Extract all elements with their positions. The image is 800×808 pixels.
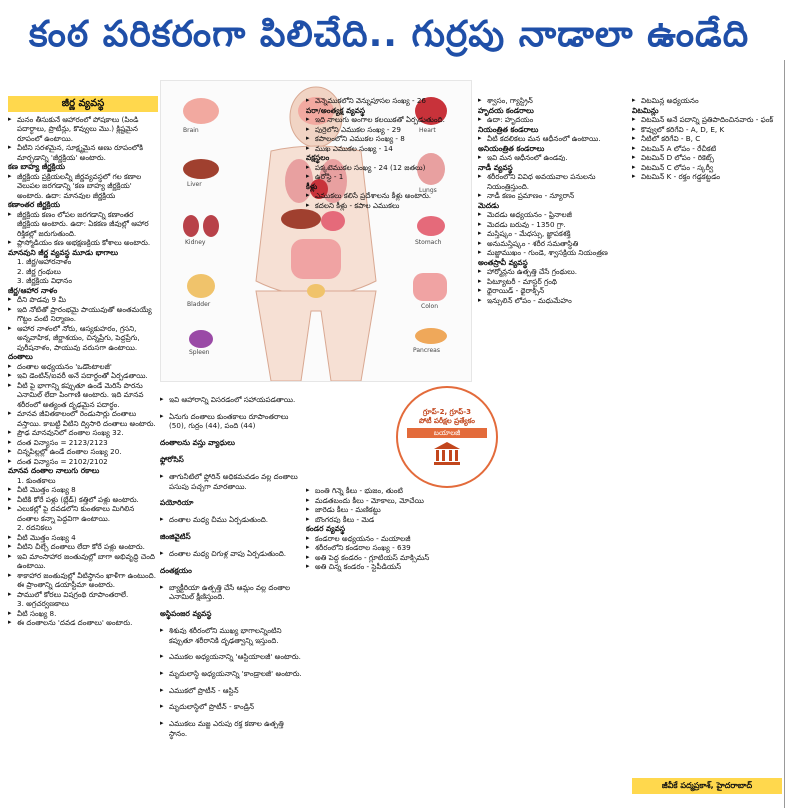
figure-label: Pancreas bbox=[413, 347, 440, 354]
paragraph: ▸ దంతాల మధ్య చీము ఏర్పడుతుంది. bbox=[160, 515, 304, 525]
paragraph: ▸ ఎముకల అధ్యయనాన్ని 'ఆస్టియాలజీ' అంటారు. bbox=[160, 652, 304, 662]
subheading: విటమిన్లు bbox=[632, 105, 659, 115]
paragraph: ▸ నాడీ కణం ప్రమాణం - న్యూరాన్ bbox=[478, 191, 628, 201]
paragraph: ▸ వీటి మొత్తం సంఖ్య 8 bbox=[8, 485, 158, 495]
figure-label: Spleen bbox=[189, 349, 210, 356]
paragraph: ▸ దంత విన్యాసం = 2123/2123 bbox=[8, 438, 158, 448]
paragraph: ▸ జీర్ణక్రియ కణం లోపల జరగడాన్ని కణాంతర జీర్ణక్రియ అంటారు. ఉదా: ఏకకణ జీవుల్లో ఆహార రిక్తికల్లో జరుగుతుంది. bbox=[8, 210, 158, 239]
paragraph: ▸ వీటి పై భాగాన్ని కప్పుతూ ఉండే మెరిసే పొరను ఎనామిల్ లేదా పింగాణి అంటారు. ఇది మానవ శరీరంలో అత్యంత దృఢమైన పదార్థం. bbox=[8, 381, 158, 410]
list-item: 1. కుంతకాలు bbox=[17, 475, 56, 485]
subheading: పరా/అంత్యక్ష వ్యవస్థ bbox=[306, 105, 366, 115]
figure-label: Bladder bbox=[187, 301, 211, 308]
paragraph: ▸ ఎముకలు కలిసే ప్రదేశాలను కీళ్లు అంటారు. bbox=[306, 191, 474, 201]
subheading: నాడీ వ్యవస్థ bbox=[478, 162, 513, 172]
paragraph: ▸ ఇవి డెంటిన్/ఐవరీ అనే పదార్థంతో ఏర్పడతాయి. bbox=[8, 371, 158, 381]
paragraph: ▸ మడతబందు కీలు - మోకాలు, మోచేయి bbox=[306, 496, 474, 506]
paragraph: ▸ ప్రౌఢ మానవునిలో దంతాల సంఖ్య 32. bbox=[8, 428, 158, 438]
column-vitamins bbox=[632, 96, 782, 772]
badge-line: గ్రూప్-2, గ్రూప్-3 bbox=[422, 408, 472, 416]
column-skeleton-upper bbox=[306, 96, 474, 384]
column-joints-muscles bbox=[306, 486, 474, 806]
paragraph: ▸ బ్యాక్టీరియా ఉత్పత్తి చేసే ఆమ్లం వల్ల దంతాల ఎనామిల్ క్షీణిస్తుంది. bbox=[160, 583, 304, 602]
subheading: అంతస్రావీ వ్యవస్థ bbox=[478, 257, 528, 267]
paragraph: ▸ మెదడు అధ్యయనం - ఫ్రినాలజీ bbox=[478, 210, 628, 220]
paragraph: ▸ శిశువు శరీరంలోని ముఖ్య భాగాలన్నింటిని కప్పుతూ శరీరానికి దృఢత్వాన్ని ఇస్తుంది. bbox=[160, 626, 304, 645]
paragraph: ▸ బొంగరపు కీలు - మెడ bbox=[306, 515, 474, 525]
paragraph: ▸ పుర్రెలోని ఎముకల సంఖ్య - 29 bbox=[306, 125, 474, 135]
paragraph: ▸ అతి పెద్ద కండరం - గ్లూటియస్ మాక్సిమస్ bbox=[306, 553, 474, 563]
paragraph: ▸ వీటిని చీల్చే దంతాలు లేదా కోరే పళ్లు అంటారు. bbox=[8, 542, 158, 552]
paragraph: ▸ ఉదా: హృదయం bbox=[478, 115, 628, 125]
figure-label: Colon bbox=[421, 303, 439, 310]
figure-label: Brain bbox=[183, 127, 199, 134]
paragraph: ▸ విటమిన్ K - రక్తం గడ్డకట్టడం bbox=[632, 172, 782, 182]
paragraph: ▸ హార్మోన్లను ఉత్పత్తి చేసే గ్రంథులు. bbox=[478, 267, 628, 277]
paragraph: ▸ తాగునీటిలో ఫ్లోరిన్ అధికమవడం వల్ల దంతాలు పసుపు పచ్చగా మారతాయి. bbox=[160, 472, 304, 491]
paragraph: ▸ వీటికి కోరే పళ్లు (బ్లేడ్) కత్తిలో పళ్లు అంటారు. bbox=[8, 495, 158, 505]
subheading: నియంత్రిత కండరాలు bbox=[478, 124, 539, 134]
paragraph: ▸ థైరాయిడ్ - థైరాక్సిన్ bbox=[478, 286, 628, 296]
paragraph: ▸ వీటి మొత్తం సంఖ్య 4 bbox=[8, 533, 158, 543]
paragraph: ▸ పాములో కోరలు విషగ్రంథి రూపాంతరాలే. bbox=[8, 590, 158, 600]
paragraph: ▸ కొవ్వులో కరిగేవి - A, D, E, K bbox=[632, 125, 782, 135]
list-item: 3. జీర్ణక్రియ విధానం bbox=[17, 276, 72, 285]
paragraph: ▸ ఇవి మాంసాహార జంతువుల్లో బాగా అభివృద్ధి చెంది ఉంటాయి. bbox=[8, 552, 158, 571]
subheading: జీర్ణ/ఆహార నాళం bbox=[8, 285, 58, 295]
paragraph: ▸ అనుమస్తిష్కం - శరీర సమతాస్థితి bbox=[478, 239, 628, 249]
column-teeth-skeleton bbox=[160, 388, 304, 808]
paragraph: ▸ విటమిన్ C లోపం - స్కర్వీ bbox=[632, 163, 782, 173]
section-title: జీర్ణ వ్యవస్థ bbox=[8, 96, 158, 112]
paragraph: ▸ నీటిలో కరిగేవి - B, C bbox=[632, 134, 782, 144]
paragraph: ▸ మృదులాస్థిలో ప్రొటీన్ - కాండ్రిన్ bbox=[160, 702, 304, 712]
subheading: దంతాలను వస్తు వ్యాధులు bbox=[160, 438, 235, 448]
paragraph: ▸ చిన్నపిల్లల్లో ఉండే దంతాల సంఖ్య 20. bbox=[8, 447, 158, 457]
list-item: 2. జీర్ణ గ్రంథులు bbox=[17, 266, 61, 276]
column-nervous-endocrine bbox=[478, 96, 628, 806]
paragraph: ▸ ఈ దంతాలను 'దవడ దంతాలు' అంటారు. bbox=[8, 618, 158, 628]
badge-subject: బయాలజీ bbox=[407, 428, 487, 438]
paragraph: ▸ వీటిని సరళమైన, సూక్ష్మమైన అణు రూపంలోకి మార్చడాన్ని 'జీర్ణక్రియ' అంటారు. bbox=[8, 143, 158, 162]
paragraph: ▸ జారెడు కీలు - మణికట్టు bbox=[306, 505, 474, 515]
badge-line: పోటీ పరీక్షల ప్రత్యేకం bbox=[419, 417, 475, 425]
list-item: 1. జీర్ణ/ఆహారనాళం bbox=[17, 257, 72, 266]
paragraph: ▸ మెదడు బరువు - 1350 గ్రా. bbox=[478, 220, 628, 230]
paragraph: ▸ బంతి గిన్నె కీలు - భుజం, తుంటి bbox=[306, 486, 474, 496]
subheading: ఫ్లోరోసిస్ bbox=[160, 455, 184, 465]
paragraph: ▸ వెన్నెముకలోని వెన్నుపూసల సంఖ్య - 26 bbox=[306, 96, 474, 106]
paragraph: ▸ ఇన్సులిన్ లోపం - మధుమేహం bbox=[478, 296, 628, 306]
liver-icon bbox=[183, 159, 219, 179]
subheading: హృదయ కండరాలు bbox=[478, 105, 534, 115]
subheading: జింజివైటిస్ bbox=[160, 532, 191, 542]
paragraph: ▸ విటమిన్ల అధ్యయనం bbox=[632, 96, 782, 106]
paragraph: ▸ ముఖ ఎముకల సంఖ్య - 14 bbox=[306, 144, 474, 154]
paragraph: ▸ దంతాల అధ్యయనం 'ఒడొంటాలజీ' bbox=[8, 362, 158, 372]
subheading: దంతాలు bbox=[8, 352, 33, 361]
subheading: వక్షస్థలం bbox=[306, 153, 330, 162]
paragraph: ▸ మజ్జాముఖం - గుండె, శ్వాసక్రియ నియంత్రణ bbox=[478, 248, 628, 258]
paragraph: ▸ మృదులాస్థి అధ్యయనాన్ని 'కాండ్రాలజీ' అంటారు. bbox=[160, 669, 304, 679]
author-byline: జీవీకే పద్మప్రకాశ్, హైదరాబాద్ bbox=[632, 778, 782, 794]
paragraph: ▸ పిట్యూటరీ - మాస్టర్ గ్రంథి bbox=[478, 277, 628, 287]
figure-label: Heart bbox=[419, 127, 436, 134]
paragraph: ▸ ప్లాస్మోడియం కణ అభక్షణక్రియ కోశాలు అంటారు. bbox=[8, 238, 158, 248]
list-item: 3. అగ్రచర్వణకాలు bbox=[17, 599, 69, 608]
subheading: మెదడు bbox=[478, 200, 500, 210]
paragraph: ▸ వీటి కదలికలు మన ఆధీనంలో ఉంటాయి. bbox=[478, 134, 628, 144]
paragraph: ▸ పక్కటెముకల సంఖ్య - 24 (12 జతలు) bbox=[306, 163, 474, 173]
bladder-icon bbox=[187, 274, 215, 298]
paragraph: ▸ కదలని కీళ్లు - కపాల ఎముకలు bbox=[306, 201, 474, 211]
paragraph: ▸ విటమిన్ A లోపం - రేచీకటి bbox=[632, 144, 782, 154]
figure-label: Kidney bbox=[185, 239, 206, 246]
paragraph: ▸ మానవ జీవితకాలంలో రెండుసార్లు దంతాలు వస్తాయి. కాబట్టి వీటిని ద్విసారి దంతాలు అంటారు. bbox=[8, 409, 158, 428]
subheading: కణ బాహ్య జీర్ణక్రియ bbox=[8, 162, 65, 171]
subheading: అస్థిపంజర వ్యవస్థ bbox=[160, 609, 212, 619]
paragraph: ▸ ఇవి మన ఆధీనంలో ఉండవు. bbox=[478, 153, 628, 163]
subheading: దంతక్షయం bbox=[160, 566, 192, 575]
paragraph: ▸ ఉరోస్థి - 1 bbox=[306, 172, 474, 182]
subheading: అనియంత్రిత కండరాలు bbox=[478, 143, 545, 153]
kidney-icon bbox=[203, 215, 219, 237]
paragraph: ▸ ఏనుగు దంతాలు కుంతకాలు రూపాంతరాలు (50), గుర్రం (44), పంది (44) bbox=[160, 412, 304, 431]
paragraph: ▸ దంత విన్యాసం = 2102/2102 bbox=[8, 457, 158, 467]
building-icon bbox=[432, 440, 462, 466]
paragraph: ▸ శాకాహార జంతువుల్లో వీటిస్థానం ఖాళీగా ఉంటుంది. ఈ ప్రాంతాన్ని డయాస్టీమా అంటారు. bbox=[8, 571, 158, 590]
page-headline: కంఠ పరికరంగా పిలిచేది.. గుర్రపు నాడాలా ఉండేది bbox=[28, 14, 750, 55]
paragraph: ▸ ఇది నోటితో ప్రారంభమై పాయువుతో అంతమయ్యే గొట్టం వంటి నిర్మాణం. bbox=[8, 305, 158, 324]
paragraph: ▸ ఎలుకల్లో పై దవడలోని కుంతకాలు మిగిలిన దంతాల కన్నా పెద్దవిగా ఉంటాయి. bbox=[8, 504, 158, 523]
list-item: 2. రదనికలు bbox=[17, 523, 52, 532]
paragraph: ▸ జీర్ణక్రియ ప్రక్రియలన్నీ జీర్ణవ్యవస్థలో గల కణాల వెలుపల జరగడాన్ని 'కణ బాహ్య జీర్ణక్రియ' అంటారు. ఉదా: మానవుల జీర్ణక్రియ bbox=[8, 172, 158, 201]
adjacent-article-edge bbox=[784, 60, 800, 808]
paragraph: ▸ వీటి సంఖ్య 8. bbox=[8, 609, 158, 619]
paragraph: ▸ శరీరంలోని వివిధ అవయవాల పనులను నియంత్రిస్తుంది. bbox=[478, 172, 628, 191]
paragraph: ▸ ఎముకలో ప్రొటీన్ - ఆస్టిన్ bbox=[160, 686, 304, 696]
subheading: మానవ దంతాల నాలుగు రకాలు bbox=[8, 466, 100, 475]
paragraph: ▸ శరీరంలోని కండరాల సంఖ్య - 639 bbox=[306, 543, 474, 553]
paragraph: ▸ కండరాల అధ్యయనం - మయాలజీ bbox=[306, 534, 474, 544]
column-digestive-system bbox=[8, 96, 158, 806]
spleen-icon bbox=[189, 330, 213, 348]
kidney-icon bbox=[183, 215, 199, 237]
paragraph: ▸ శ్వాసం, గ్యాస్ట్రిన్ bbox=[478, 96, 628, 106]
paragraph: ▸ ఇది నాలుగు అంగాల కలయికతో ఏర్పడుతుంది. bbox=[306, 115, 474, 125]
paragraph: ▸ ఎముకలు మజ్జ ఎరుపు రక్త కణాల ఉత్పత్తి స్థానం. bbox=[160, 719, 304, 738]
paragraph: ▸ ఇవి ఆహారాన్ని విసరడంలో సహాయపడతాయి. bbox=[160, 395, 304, 405]
paragraph: ▸ విటమిన్ D లోపం - రికెట్స్ bbox=[632, 153, 782, 163]
subheading: కండర వ్యవస్థ bbox=[306, 524, 346, 533]
figure-label: Stomach bbox=[415, 239, 442, 246]
subheading: పయోరియా bbox=[160, 498, 194, 508]
paragraph: ▸ మస్తిష్కం - మేధస్సు, జ్ఞాపకశక్తి bbox=[478, 229, 628, 239]
paragraph: ▸ కపాలంలోని ఎముకల సంఖ్య - 8 bbox=[306, 134, 474, 144]
paragraph: ▸ దంతాల మధ్య చిగుళ్ల వాపు ఏర్పడుతుంది. bbox=[160, 549, 304, 559]
subheading: మానవుని జీర్ణ వ్యవస్థ మూడు భాగాలు bbox=[8, 247, 119, 257]
subheading: కణాంతర జీర్ణక్రియ bbox=[8, 200, 60, 209]
subheading: కీళ్లు bbox=[306, 181, 318, 191]
brain-icon bbox=[183, 98, 219, 124]
figure-label: Liver bbox=[187, 181, 202, 188]
paragraph: ▸ మనం తీసుకునే ఆహారంలో పోషకాలు (పిండి పదార్థాలు, ప్రొటీన్లు, కొవ్వులు మొ.) క్లిష్టమైన రూపంలో ఉంటాయి. bbox=[8, 115, 158, 144]
paragraph: ▸ అతి చిన్న కండరం - స్టెపీడియస్ bbox=[306, 562, 474, 572]
paragraph: ▸ విటమిన్ అనే పదాన్ని ప్రతిపాదించినవారు - ఫంక్ bbox=[632, 115, 782, 125]
figure-label: Lungs bbox=[419, 187, 437, 194]
paragraph: ▸ దీని పొడవు 9 మీ bbox=[8, 295, 158, 305]
paragraph: ▸ ఆహార నాళంలో నోరు, ఆస్యకుహరం, గ్రసని, అన్నవాహిక, జీర్ణాశయం, చిన్నప్రేగు, పెద్దప్రేగు, పురీషనాళం, పాయువు వరుసగా ఉంటాయి. bbox=[8, 324, 158, 353]
